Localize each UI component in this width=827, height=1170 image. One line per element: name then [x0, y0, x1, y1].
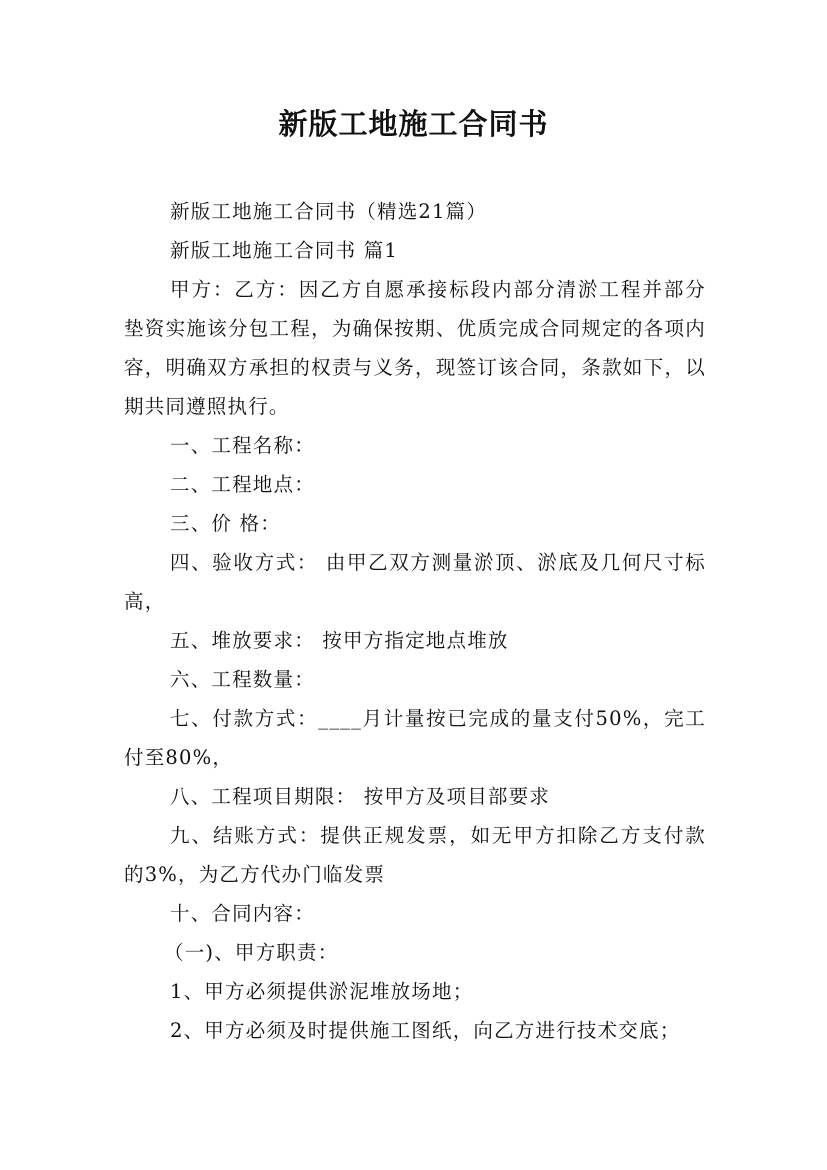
list-item-duty-2: 2、甲方必须及时提供施工图纸，向乙方进行技术交底； [170, 1019, 681, 1042]
document-body [124, 192, 706, 1050]
clause-settlement-method: 九、结账方式：提供正规发票，如无甲方扣除乙方支付款的3%，为乙方代办门临发票 [124, 824, 706, 886]
subclause-party-a-duties: （一)、甲方职责： [164, 941, 339, 964]
clause-contract-content: 十、合同内容： [170, 902, 315, 925]
paragraph-section-heading: 新版工地施工合同书 篇1 [170, 239, 399, 262]
clause-project-name: 一、工程名称： [170, 434, 315, 457]
clause-payment-method: 七、付款方式：____月计量按已完成的量支付50%，完工付至80%， [124, 707, 706, 769]
clause-quantity: 六、工程数量： [170, 668, 315, 691]
clause-price: 三、价 格： [170, 512, 281, 535]
list-item-duty-1: 1、甲方必须提供淤泥堆放场地； [170, 980, 474, 1003]
clause-project-location: 二、工程地点： [170, 473, 315, 496]
clause-project-term: 八、工程项目期限： 按甲方及项目部要求 [170, 785, 550, 808]
paragraph-subtitle: 新版工地施工合同书（精选21篇） [170, 200, 488, 223]
paragraph-preamble: 甲方：乙方：因乙方自愿承接标段内部分清淤工程并部分垫资实施该分包工程，为确保按期、优质完成合同规定的各项内容，明确双方承担的权责与义务，现签订该合同，条款如下，以期共同遵照执行。 [124, 278, 706, 418]
clause-stacking-requirement: 五、堆放要求： 按甲方指定地点堆放 [170, 629, 509, 652]
document-title: 新版工地施工合同书 [278, 107, 549, 141]
clause-acceptance-method: 四、验收方式： 由甲乙双方测量淤顶、淤底及几何尺寸标高， [124, 551, 706, 613]
